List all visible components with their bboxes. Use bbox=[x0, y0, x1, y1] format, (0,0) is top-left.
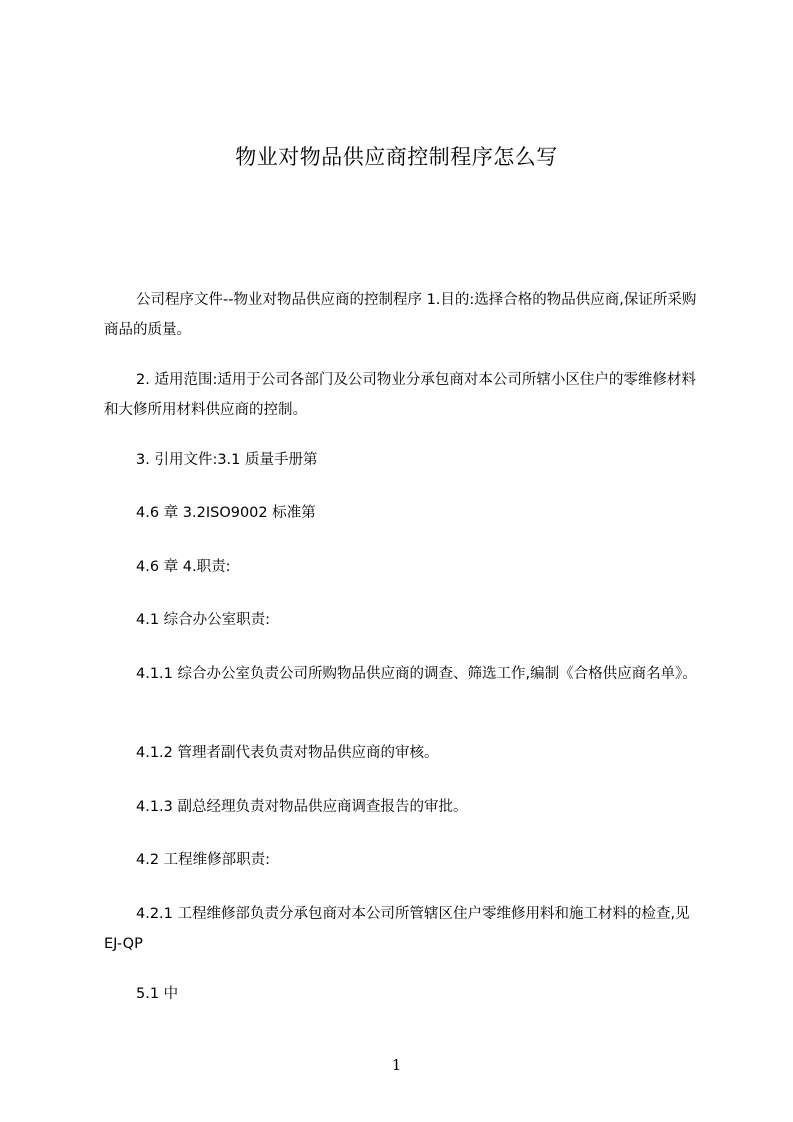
paragraph-office-duty-2: 4.1.2 管理者副代表负责对物品供应商的审核。 bbox=[136, 745, 439, 761]
paragraph-maintenance-duty-1: 4.2.1 工程维修部负责分承包商对本公司所管辖区住户零维修用料和施工材料的检查,见 EJ-QP bbox=[104, 906, 690, 952]
paragraph-office-duty-1: 4.1.1 综合办公室负责公司所购物品供应商的调查、筛选工作,编制《合格供应商名单》。 bbox=[136, 666, 697, 682]
paragraph-iso-standard: 4.6 章 3.2ISO9002 标准第 bbox=[136, 505, 316, 521]
paragraph-references: 3. 引用文件:3.1 质量手册第 bbox=[136, 452, 318, 468]
paragraph-office-duty-3: 4.1.3 副总经理负责对物品供应商调查报告的审批。 bbox=[136, 799, 468, 815]
paragraph-office-duties: 4.1 综合办公室职责: bbox=[136, 612, 271, 628]
paragraph-section-5-1: 5.1 中 bbox=[136, 986, 179, 1002]
paragraph-responsibilities: 4.6 章 4.职责: bbox=[136, 559, 231, 575]
page-number: 1 bbox=[391, 1056, 402, 1074]
paragraph-scope: 2. 适用范围:适用于公司各部门及公司物业分承包商对本公司所辖小区住户的零维修材料和大修所用材料供应商的控制。 bbox=[104, 372, 696, 418]
document-title: 物业对物品供应商控制程序怎么写 bbox=[235, 145, 558, 169]
paragraph-maintenance-duties: 4.2 工程维修部职责: bbox=[136, 852, 271, 868]
paragraph-purpose: 公司程序文件--物业对物品供应商的控制程序 1.目的:选择合格的物品供应商,保证所采购商品的质量。 bbox=[104, 292, 697, 338]
